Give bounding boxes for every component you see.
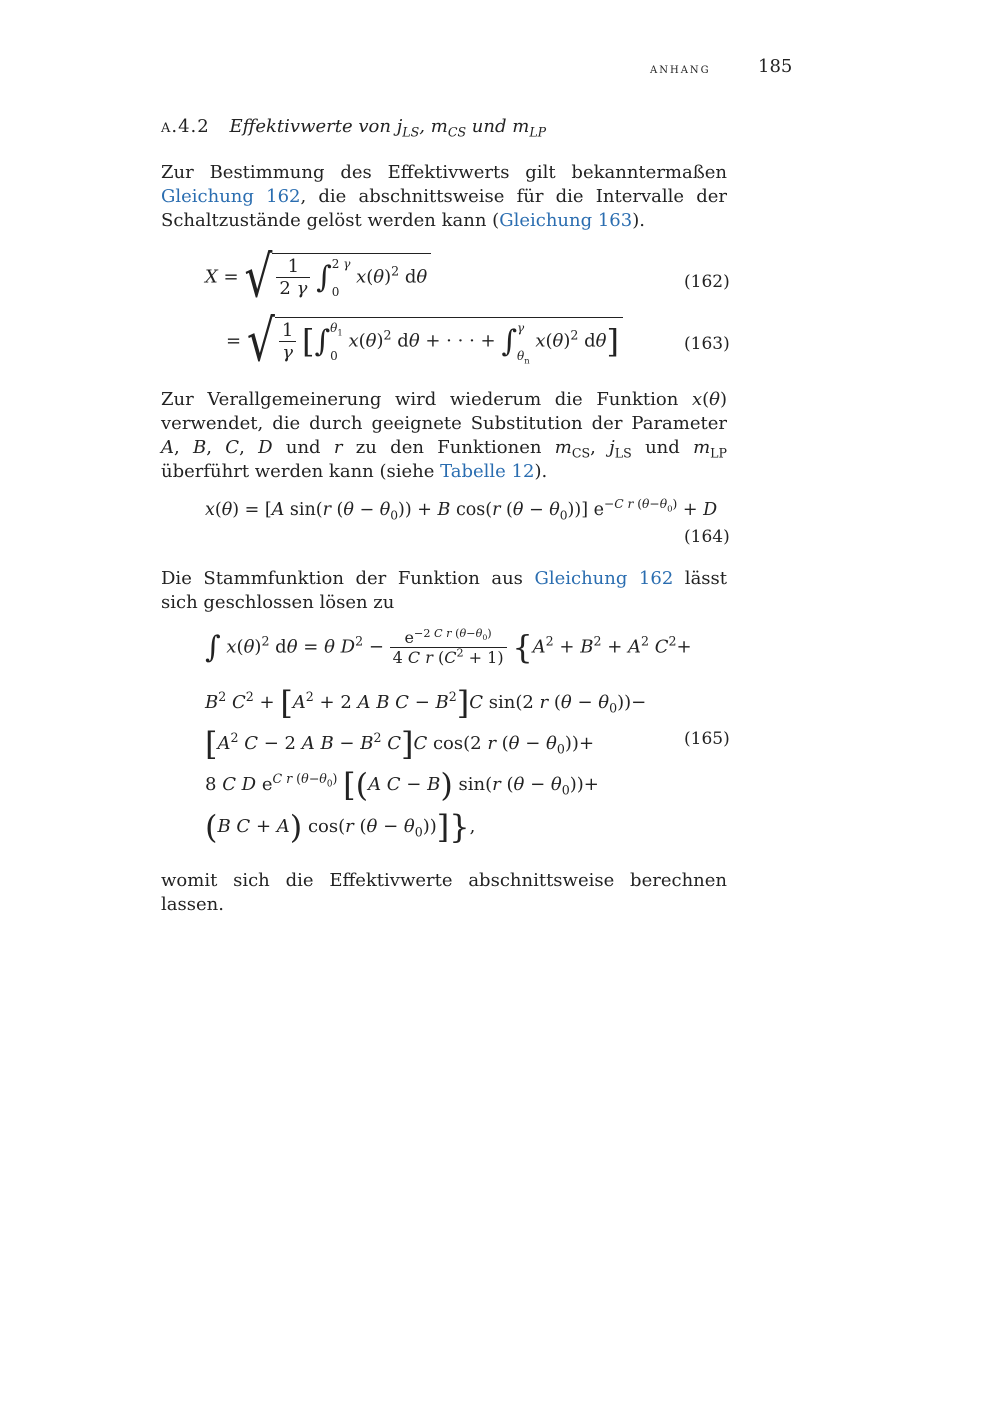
equation-165-line-3: [$A^2$ C − 2 A $B - B^2$ C]C cos(2 r $(\theta - \theta_0))+$ [205,725,595,763]
equation-163: = √ $\frac{1}{\gamma}$ [$\int\theta_1$ 0 $x(\theta)^2$ dθ + · · · + ∫γ $\theta_n$ $x(\theta)^2$ dθ] [226,316,623,367]
equation-number-165: (165) [684,729,730,749]
paragraph-1 [161,161,727,233]
link-gleichung-162[interactable]: Gleichung 162 [161,186,301,207]
p1-text-b: , die abschnittsweise für die Intervalle der Schaltzustände gelöst werden kann ( [161,186,727,231]
subsection-heading [161,116,547,140]
p2-text-a: Zur Verallgemeinerung wird wiederum die Funktion x(θ) verwendet, die durch geeignete Substitution der Parameter A, B, C, D und r zu den Funktionen $m_{CS}$, $j_{LS}$ und $m_{LP}$ überführt werden kann (siehe [161,389,728,482]
link-gleichung-162-b[interactable]: Gleichung 162 [534,568,674,589]
equation-164: x(θ) = [A sin(r $(\theta - \theta_0)) + B$ cos(r $(\theta - \theta_0)$)] $e^{-C r (\theta-\theta_0)} + D$ [205,497,718,523]
equation-number-163: (163) [684,334,730,354]
p3-text-a: Die Stammfunktion der Funktion aus [161,568,535,589]
equation-165-line-2: $B^2$ $C^2 + [A^2 + 2$ A B $C - B^2]C$ sin(2 r $(\theta - \theta_0))-$ [205,684,647,722]
paragraph-3 [161,567,727,615]
equation-number-164: (164) [684,527,730,547]
p3-text-b: lässt sich geschlossen lösen zu [161,568,728,613]
p1-text-a: Zur Bestimmung des Effektivwerts gilt bekanntermaßen [161,162,727,183]
subsection-title: Effektivwerte von $j_{LS}$, $m_{CS}$ und $m_{LP}$ [229,116,547,140]
p1-text-c: ). [632,210,645,231]
equation-165-line-1: ∫ $x(\theta)^2$ dθ = θ $D^2$ − $\frac{e^{-2 C r (\theta-\theta_0)}}{4 C r (C^2 + 1)}$ {$A^2 + B^2 + A^2$ $C^2+$ [205,626,692,667]
equation-165-line-5: (B C + A) cos(r $(\theta - \theta_0)$)]}, [205,808,476,846]
equation-number-162: (162) [684,272,730,292]
page-number: 185 [758,56,793,77]
equation-165-line-4: 8 C D $e^{C r (\theta-\theta_0)}$ [(A C − B) sin(r $(\theta - \theta_0))+$ [205,766,599,804]
p2-text-b: ). [534,461,548,482]
header-section: anhang [650,61,711,77]
equation-162: X = √ $\frac{1}{2 \gamma}$ ∫2 γ 0 $x(\theta)^2$ dθ [205,252,431,303]
paragraph-4: womit sich die Effektivwerte abschnittsweise berechnen lassen. [161,870,727,915]
subsection-number: a.4.2 [161,116,210,137]
paragraph-2 [161,388,727,484]
link-gleichung-163[interactable]: Gleichung 163 [499,210,633,231]
link-tabelle-12[interactable]: Tabelle 12 [440,461,535,482]
running-header [650,56,793,77]
